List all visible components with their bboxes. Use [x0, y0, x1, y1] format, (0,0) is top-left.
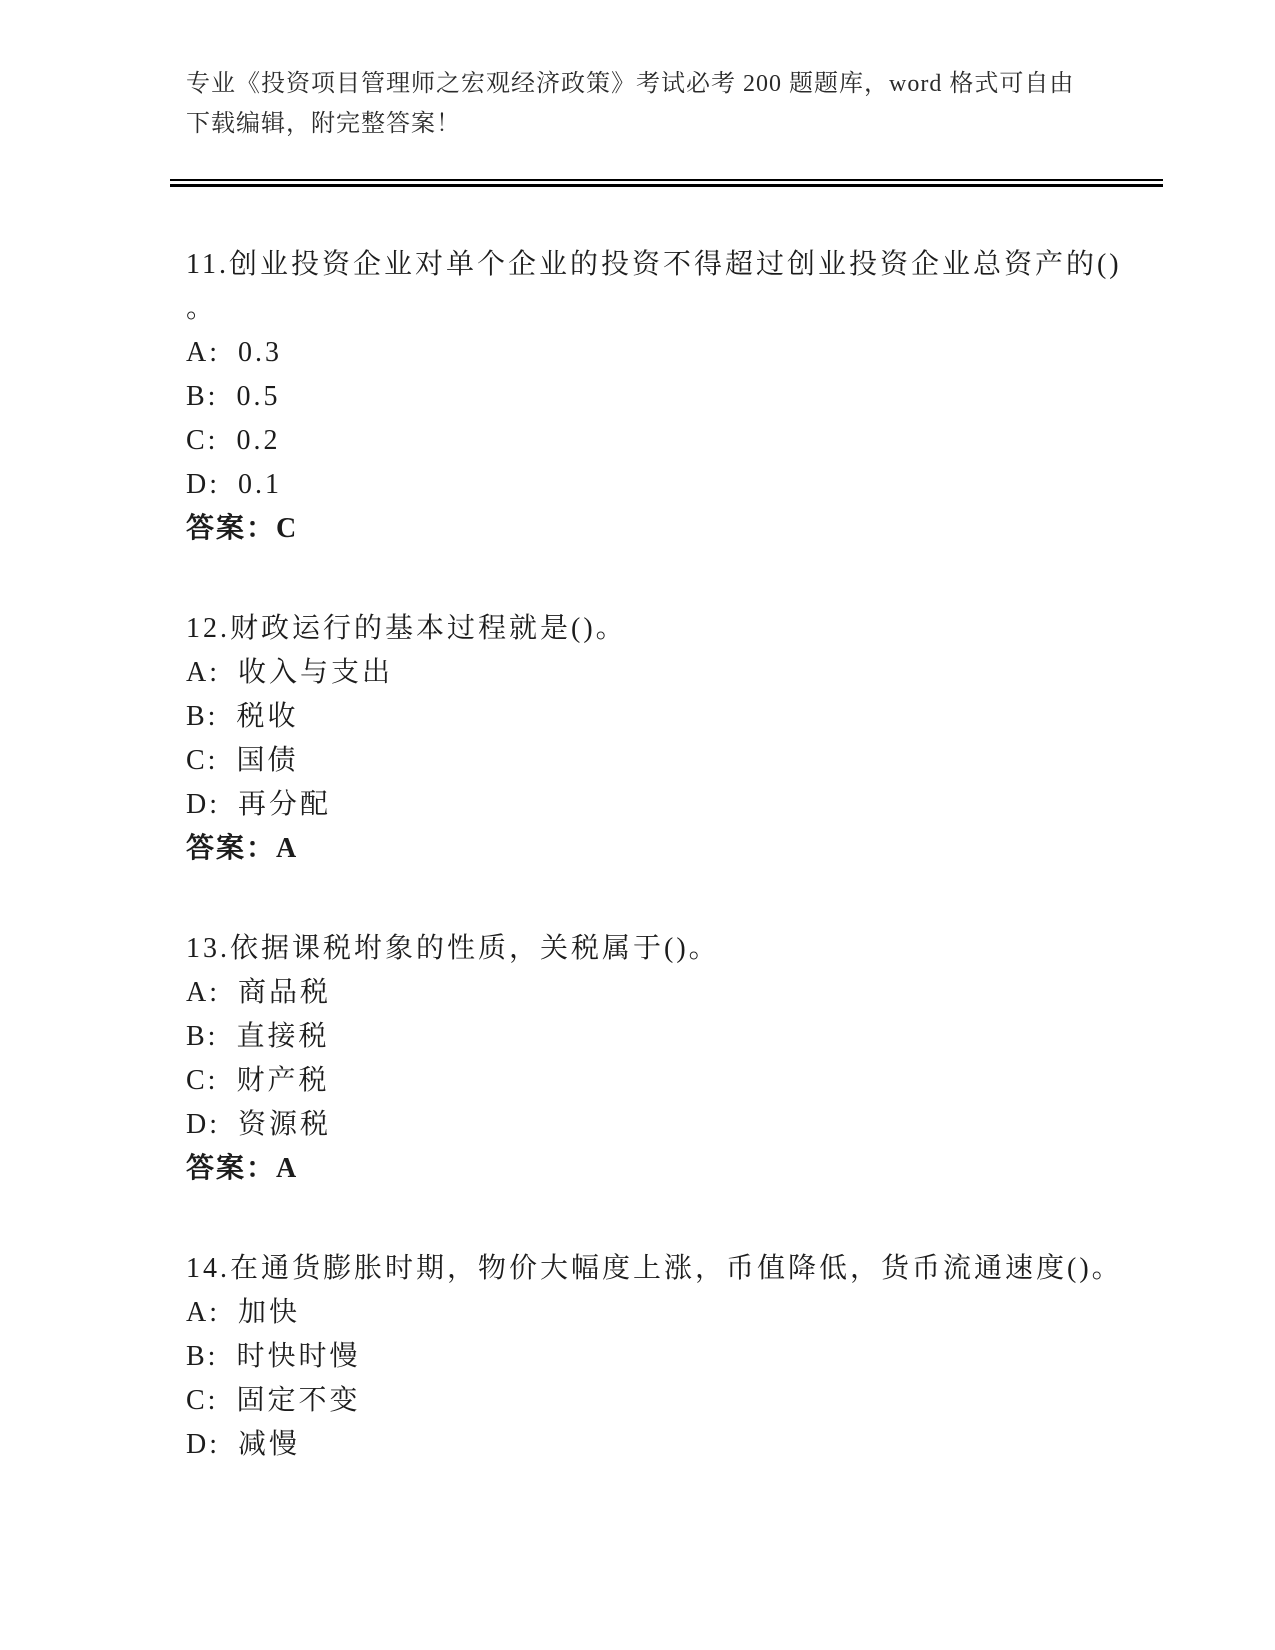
answer-container — [186, 507, 1175, 551]
answer-container — [186, 1147, 1175, 1191]
question-13-option-D — [186, 1103, 1175, 1147]
option-text: 时快时慢 — [236, 1341, 361, 1372]
header-divider-double-line — [170, 179, 1163, 187]
option-text: 固定不变 — [236, 1385, 361, 1416]
answer-container — [186, 827, 1175, 871]
option-label: A: — [186, 337, 220, 368]
question-12-option-D — [186, 783, 1175, 827]
document-header — [186, 64, 1175, 144]
option-text: 国债 — [236, 745, 299, 776]
option-label: A: — [186, 1297, 220, 1328]
option-label: D: — [186, 469, 220, 500]
question-11-text-line: 。 — [186, 293, 218, 324]
question-12-option-A — [186, 651, 1175, 695]
option-list — [186, 1291, 1175, 1467]
option-label: C: — [186, 1385, 219, 1416]
question-text — [186, 607, 1175, 651]
question-text — [186, 243, 1175, 331]
option-label: B: — [186, 1341, 219, 1372]
question-text — [186, 927, 1175, 971]
header-line-2: 下载编辑，附完整答案！ — [186, 111, 461, 137]
question-14-option-C — [186, 1379, 1175, 1423]
option-list — [186, 971, 1175, 1147]
option-label: B: — [186, 1021, 219, 1052]
question-11-option-B — [186, 375, 1175, 419]
question-14 — [186, 1247, 1175, 1467]
question-11 — [186, 243, 1175, 551]
option-text: 加快 — [238, 1297, 301, 1328]
option-label: A: — [186, 657, 220, 688]
option-text: 再分配 — [238, 789, 332, 820]
question-11-option-A — [186, 331, 1175, 375]
question-11-answer: 答案：C — [186, 513, 299, 544]
question-list — [186, 243, 1175, 1467]
question-11-text-line: 11.创业投资企业对单个企业的投资不得超过创业投资企业总资产的() — [186, 249, 1122, 280]
question-14-text-line: 14.在通货膨胀时期，物价大幅度上涨，币值降低，货币流通速度()。 — [186, 1253, 1123, 1284]
question-14-option-B — [186, 1335, 1175, 1379]
question-11-option-D — [186, 463, 1175, 507]
question-13-option-B — [186, 1015, 1175, 1059]
option-label: C: — [186, 745, 219, 776]
question-12-option-B — [186, 695, 1175, 739]
option-label: D: — [186, 1109, 220, 1140]
option-label: D: — [186, 789, 220, 820]
option-text: 0.1 — [238, 469, 282, 500]
option-text: 减慢 — [238, 1429, 301, 1460]
header-line-1: 专业《投资项目管理师之宏观经济政策》考试必考 200 题题库，word 格式可自由 — [186, 71, 1075, 97]
option-list — [186, 651, 1175, 827]
question-14-option-A — [186, 1291, 1175, 1335]
option-text: 0.2 — [236, 425, 281, 456]
question-13-answer: 答案：A — [186, 1153, 299, 1184]
option-text: 商品税 — [238, 977, 332, 1008]
question-12-text-line: 12.财政运行的基本过程就是()。 — [186, 613, 627, 644]
question-12-option-C — [186, 739, 1175, 783]
question-13 — [186, 927, 1175, 1191]
option-list — [186, 331, 1175, 507]
option-label: A: — [186, 977, 220, 1008]
option-text: 资源税 — [238, 1109, 332, 1140]
option-label: C: — [186, 425, 219, 456]
question-12-answer: 答案：A — [186, 833, 299, 864]
option-text: 0.3 — [238, 337, 282, 368]
question-13-text-line: 13.依据课税坿象的性质，关税属于()。 — [186, 933, 720, 964]
option-label: C: — [186, 1065, 219, 1096]
option-label: B: — [186, 701, 219, 732]
option-text: 收入与支出 — [238, 657, 394, 688]
question-12 — [186, 607, 1175, 871]
question-14-option-D — [186, 1423, 1175, 1467]
option-text: 0.5 — [236, 381, 281, 412]
option-label: B: — [186, 381, 219, 412]
option-text: 税收 — [236, 701, 299, 732]
question-text — [186, 1247, 1175, 1291]
option-text: 财产税 — [236, 1065, 330, 1096]
option-label: D: — [186, 1429, 220, 1460]
question-13-option-A — [186, 971, 1175, 1015]
question-13-option-C — [186, 1059, 1175, 1103]
question-11-option-C — [186, 419, 1175, 463]
option-text: 直接税 — [236, 1021, 330, 1052]
